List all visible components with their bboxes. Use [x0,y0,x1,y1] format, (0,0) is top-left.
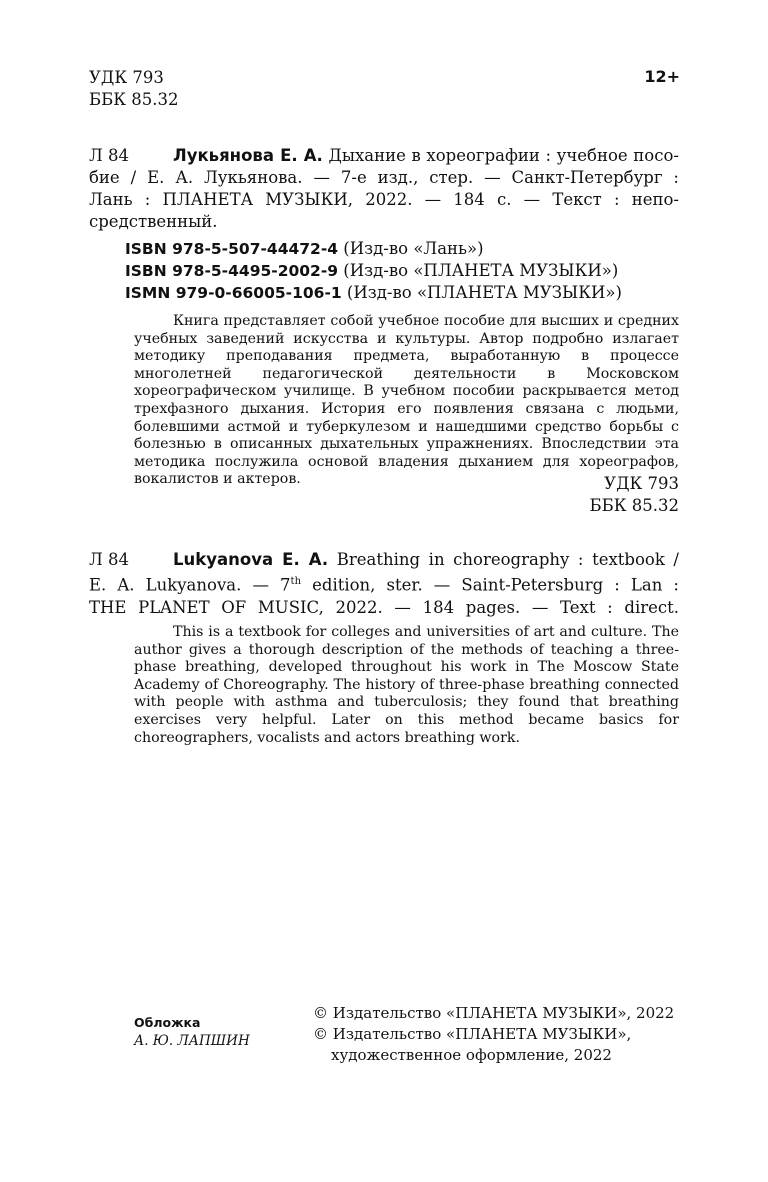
entry-code: Л 84 [89,550,130,569]
cover-designer: А. Ю. ЛАПШИН [134,1033,250,1049]
isbn-publisher: (Изд-во «Лань») [338,239,484,258]
en-abstract-text: This is a textbook for colleges and universities of art and culture. The author gives a thorough description of the methods of teaching a three-phase breathing, developed throughout his work in The Moscow State Academy of Choreography. The history of three-phase breathing connected with people with asthma and tuberculosis; they found that breathing exercises very helpful. Later on this method became basics for choreographers, vocalists and actors breathing work. [134,624,679,746]
isbn-publisher: (Изд-во «ПЛАНЕТА МУЗЫКИ») [338,261,619,280]
copyright-line: © Издательство «ПЛАНЕТА МУЗЫКИ», [313,1025,632,1043]
copyright-line: художественное оформление, 2022 [331,1046,612,1064]
isbn-code: ISBN 978-5-507-44472-4 [125,240,339,258]
udk-code: УДК 793 [89,68,164,87]
title-line: Breathing in choreography : textbook / [328,550,679,569]
entry-line: бие / Е. А. Лукьянова. — 7-е изд., стер. — Санкт-Петербург : [89,168,679,187]
author-name: Lukyanova E. A. [173,550,329,569]
author-name: Лукьянова Е. А. [173,146,323,165]
udk-code: УДК 793 [604,474,679,493]
copyright-line: © Издательство «ПЛАНЕТА МУЗЫКИ», 2022 [313,1004,675,1022]
ru-abstract-text: Книга представляет собой учебное пособие для высших и средних учебных заведений искусства и культуры. Автор подробно излагает методику преподавания предмета, выработанную в процессе многолетней педагогической деятельности в Московском хореографическом училище. В учебном пособии раскрывается метод трехфазного дыхания. История его появления связана с людьми, болевшими астмой и туберкулезом и нашедшими средство борьбы с болезнью в описанных дыхательных упражнениях. Впоследствии эта методика послужила основой владения дыханием для хореографов, вокалистов и актеров. [134,313,679,488]
bbk-code: ББК 85.32 [589,496,679,515]
entry-code: Л 84 [89,146,130,165]
isbn-list [125,238,622,304]
en-bibliographic-entry [89,549,679,619]
ru-bibliographic-entry [89,145,679,233]
classification-codes [589,473,679,517]
isbn-row [125,238,622,260]
cover-label: Обложка [134,1015,201,1030]
copyright-block [313,1003,674,1066]
cover-credit [134,1014,250,1050]
ismn-code: ISMN 979-0-66005-106-1 [125,284,342,302]
udk-bbk-header [89,67,179,111]
entry-line: Лань : ПЛАНЕТА МУЗЫКИ, 2022. — 184 с. — Текст : непо- [89,190,679,209]
entry-line: средственный. [89,212,218,231]
en-abstract [134,624,679,747]
isbn-row [125,282,622,304]
isbn-publisher: (Изд-во «ПЛАНЕТА МУЗЫКИ») [341,283,622,302]
title-line: Дыхание в хореографии : учебное посо- [322,146,679,165]
entry-line [89,571,679,597]
age-rating: 12+ [644,67,680,86]
entry-line-part: E. A. Lukyanova. — 7 [89,575,291,595]
isbn-row [125,260,622,282]
entry-line-part: edition, ster. — Saint-Petersburg : Lan : [301,575,679,595]
ru-abstract [134,313,679,489]
bbk-code: ББК 85.32 [89,90,179,109]
isbn-code: ISBN 978-5-4495-2002-9 [125,262,339,280]
edition-superscript: th [290,576,302,587]
entry-line: THE PLANET OF MUSIC, 2022. — 184 pages. — Text : direct. [89,597,679,617]
